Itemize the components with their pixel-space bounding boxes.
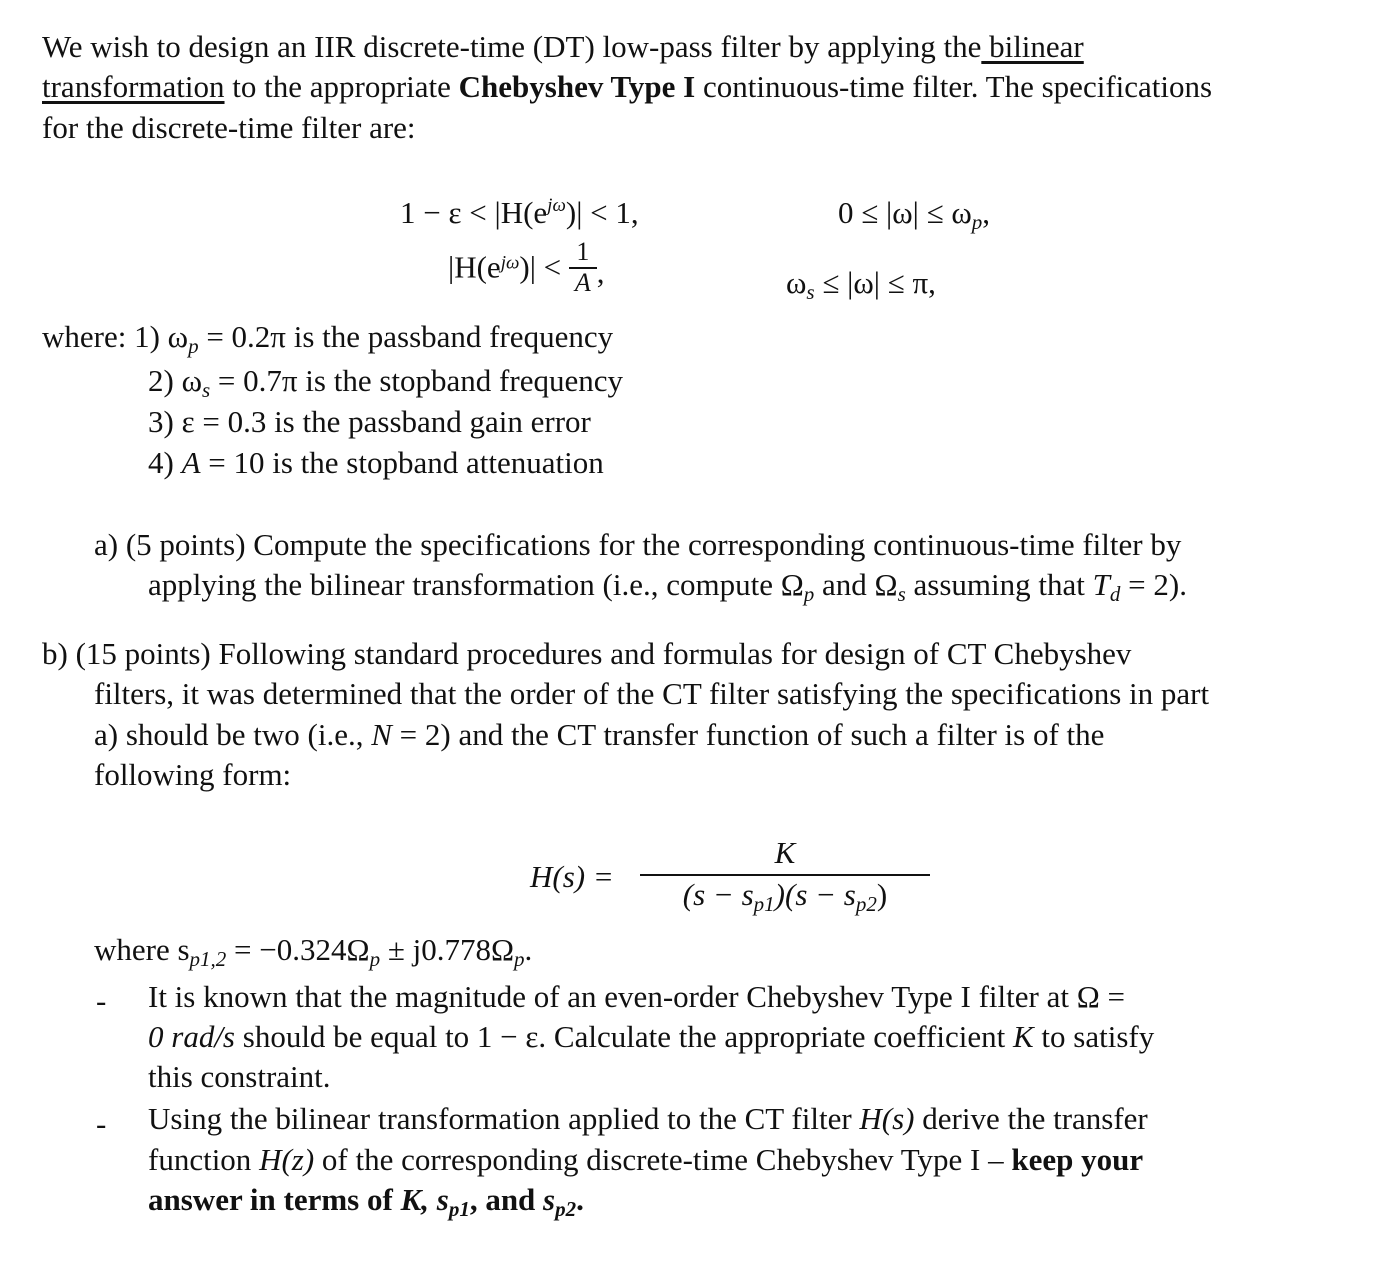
equation-text: , — [982, 195, 990, 230]
where-item-1 — [42, 320, 613, 358]
superscript: jω — [500, 252, 520, 274]
bullet-dash: - — [96, 983, 107, 1018]
equation-text: , — [596, 254, 605, 290]
bullet-text: this constraint. — [148, 1059, 331, 1094]
intro-line-1 — [42, 30, 1084, 64]
denominator: A — [569, 267, 597, 298]
intro-line-3 — [42, 111, 416, 145]
equation-text: (s − s — [682, 877, 754, 913]
italic-symbol: H(z) — [259, 1142, 315, 1177]
bullet-1-line-1 — [148, 980, 1125, 1014]
intro-text: to the appropriate — [224, 69, 459, 104]
equation-text: ≤ |ω| ≤ π, — [814, 265, 936, 300]
numerator: 1 — [576, 237, 590, 266]
part-b-text: filters, it was determined that the order of the CT filter satisfying the specifications in part — [94, 676, 1210, 711]
where-text: 3) ε = 0.3 is the passband gain error — [148, 404, 591, 439]
equation-text: |H(e — [448, 249, 501, 285]
italic-symbol: K — [1012, 1019, 1034, 1054]
part-b-line-3 — [94, 718, 1104, 752]
equation-text: 1 − ε < |H(e — [400, 195, 548, 230]
bold-text: keep your — [1011, 1142, 1144, 1177]
transfer-function-lhs — [530, 860, 614, 894]
subscript: p — [369, 947, 381, 971]
bold-term: Chebyshev Type I — [458, 69, 696, 104]
fraction-1-over-A — [569, 238, 597, 297]
equation-text: ) — [876, 877, 888, 913]
where-item-4 — [148, 446, 604, 480]
spec-equation-1 — [400, 196, 639, 230]
italic-symbol: H(s) — [859, 1101, 915, 1136]
part-a-line-1 — [94, 528, 1181, 562]
part-a-line-2 — [148, 568, 1187, 606]
where-text: = 10 is the stopband attenuation — [200, 445, 604, 480]
part-b-text: = 2) and the CT transfer function of such a filter is of the — [391, 717, 1105, 752]
part-b-line-2 — [94, 677, 1209, 711]
poles-line — [94, 933, 532, 971]
subscript: p — [971, 210, 983, 234]
subscript: s — [806, 280, 815, 304]
equation-text: )(s − s — [774, 877, 856, 913]
subscript: p — [188, 334, 199, 358]
intro-line-2 — [42, 70, 1212, 104]
transfer-function-fraction — [640, 836, 930, 916]
where-item-3 — [148, 405, 591, 439]
bullet-2-line-1 — [148, 1102, 1148, 1136]
italic-symbol: T — [1092, 567, 1110, 602]
subscript: p — [803, 582, 815, 606]
subscript: p2 — [855, 892, 877, 917]
part-b-line-1 — [42, 637, 1131, 671]
intro-text: continuous-time filter. The specifications — [695, 69, 1213, 104]
poles-text: where s — [94, 932, 190, 967]
spec-condition-1 — [838, 196, 990, 234]
bold-text: . — [576, 1182, 584, 1217]
equation-text: 0 ≤ |ω| ≤ ω — [838, 195, 972, 230]
bullet-text: to satisfy — [1033, 1019, 1155, 1054]
italic-symbol: 0 rad/s — [148, 1019, 235, 1054]
part-b-text: b) (15 points) Following standard procedures and formulas for design of CT Chebyshev — [42, 636, 1132, 671]
poles-text: = −0.324Ω — [226, 932, 370, 967]
where-item-2 — [148, 364, 623, 402]
where-text: 2) ω — [148, 363, 202, 398]
subscript: p1 — [753, 892, 775, 917]
italic-symbol: N — [371, 717, 392, 752]
bold-italic-symbol: K, s — [400, 1182, 449, 1217]
equation-text: ω — [786, 265, 807, 300]
subscript: s — [201, 378, 211, 402]
equation-text: )| < 1, — [565, 195, 639, 230]
equation-text: H(s) = — [530, 859, 614, 894]
bullet-1-line-3 — [148, 1060, 331, 1094]
part-a-text: applying the bilinear transformation (i.e., compute Ω — [148, 567, 804, 602]
subscript: d — [1109, 582, 1121, 606]
bullet-2-line-2 — [148, 1143, 1143, 1177]
underlined-term: transformation — [42, 69, 225, 104]
spec-equation-2 — [448, 238, 605, 297]
where-text: = 0.7π is the stopband frequency — [210, 363, 623, 398]
bullet-text: should be equal to 1 − ε. Calculate the appropriate coefficient — [235, 1019, 1013, 1054]
where-text: 4) — [148, 445, 182, 480]
bullet-text: It is known that the magnitude of an even-order Chebyshev Type I filter at Ω = — [148, 979, 1125, 1014]
spec-condition-2 — [786, 266, 936, 304]
part-b-text: a) should be two (i.e., — [94, 717, 372, 752]
bullet-dash: - — [96, 1106, 107, 1141]
subscript: p — [513, 947, 525, 971]
part-b-text: following form: — [94, 757, 292, 792]
subscript: p2 — [555, 1197, 577, 1221]
where-text: = 0.2π is the passband frequency — [198, 319, 614, 354]
equation-text: )| < — [519, 249, 562, 285]
subscript: s — [897, 582, 906, 606]
part-a-text: a) (5 points) Compute the specifications for the corresponding continuous-time filter by — [94, 527, 1182, 562]
subscript: p1 — [448, 1197, 470, 1221]
part-a-text: and Ω — [814, 567, 898, 602]
bullet-text: function — [148, 1142, 260, 1177]
bold-text: answer in terms of — [148, 1182, 401, 1217]
bold-italic-symbol: s — [543, 1182, 556, 1217]
bold-text: , and — [469, 1182, 544, 1217]
part-b-line-4 — [94, 758, 291, 792]
part-a-text: = 2). — [1120, 567, 1187, 602]
intro-text: for the discrete-time filter are: — [42, 110, 416, 145]
denominator — [640, 874, 930, 916]
italic-symbol: A — [181, 445, 201, 480]
intro-text: We wish to design an IIR discrete-time (DT) low-pass filter by applying the — [42, 29, 982, 64]
where-text: where: 1) ω — [42, 319, 189, 354]
bullet-2-line-3 — [148, 1183, 584, 1221]
subscript: p1,2 — [189, 947, 227, 971]
bullet-1-line-2 — [148, 1020, 1154, 1054]
part-a-text: assuming that — [905, 567, 1093, 602]
bullet-text: derive the transfer — [914, 1101, 1148, 1136]
underlined-term: bilinear — [981, 29, 1084, 64]
superscript: jω — [547, 195, 566, 216]
poles-text: ± j0.778Ω — [380, 932, 514, 967]
bullet-text: of the corresponding discrete-time Chebyshev Type I – — [314, 1142, 1012, 1177]
poles-text: . — [524, 932, 533, 967]
bullet-text: Using the bilinear transformation applied to the CT filter — [148, 1101, 860, 1136]
numerator: K — [774, 835, 796, 870]
